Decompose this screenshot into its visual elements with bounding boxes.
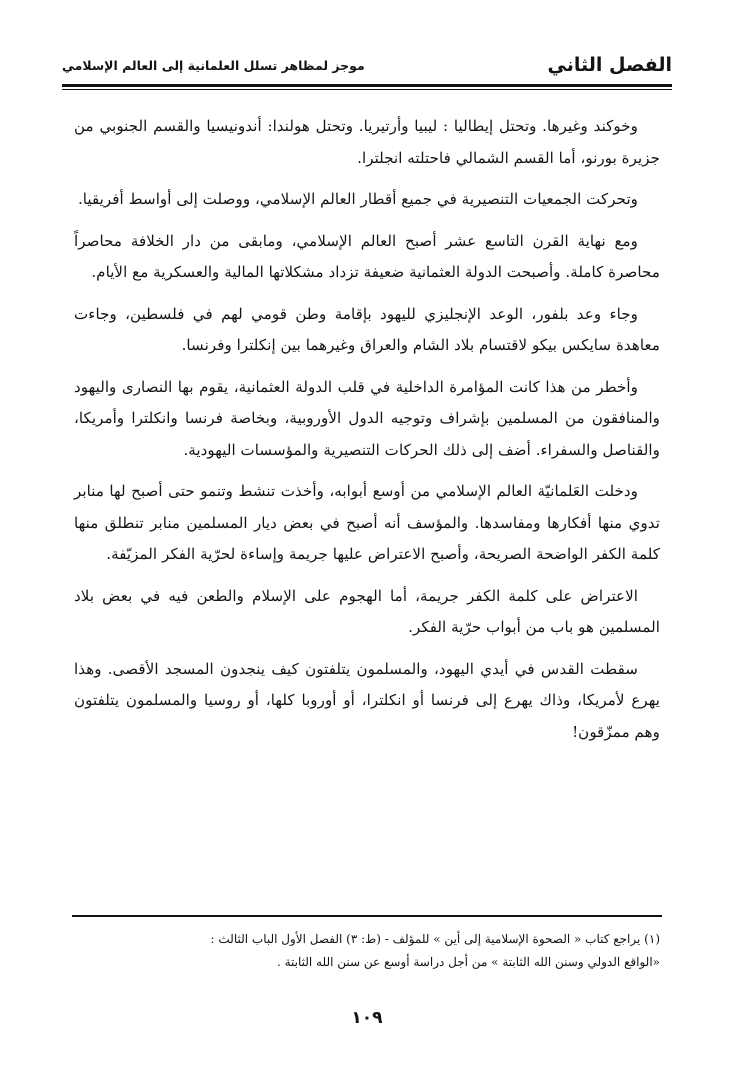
running-title: موجز لمظاهر تسلل العلمانية إلى العالم الإسلامي (62, 57, 365, 73)
footnote-line: (١) يراجع كتاب « الصحوة الإسلامية إلى أين » للمؤلف - (ط: ٣) الفصل الأول الباب الثالث : (210, 932, 660, 946)
chapter-title: الفصل الثاني (547, 54, 672, 76)
paragraph: وجاء وعد بلفور، الوعد الإنجليزي لليهود بإقامة وطن قومي لهم في فلسطين، وجاءت معاهدة سايكس بيكو لاقتسام بلاد الشام والعراق وغيرهما بين إنكلترا وفرنسا. (74, 304, 660, 354)
page-header (62, 46, 672, 84)
footnote-rule (72, 915, 662, 917)
paragraph: سقطت القدس في أيدي اليهود، والمسلمون يتلفتون كيف ينجدون المسجد الأقصى. وهذا يهرع لأمريكا، وذاك يهرع إلى فرنسا أو انكلترا، أو أوروبا كلها، أو روسيا والمسلمون يتلفتون وهم ممزّقون! (74, 659, 660, 741)
paragraph: وخوكند وغيرها. وتحتل إيطاليا : ليبيا وأرتيريا. وتحتل هولندا: أندونيسيا والقسم الجنوبي من جزيرة بورنو، أما القسم الشمالي فاحتلته انجلترا. (74, 117, 660, 167)
body-text (74, 111, 660, 758)
paragraph: ودخلت العَلمانيّة العالم الإسلامي من أوسع أبوابه، وأخذت تنشط وتنمو حتى أصبح لها منابر تدوي منها أفكارها ومفاسدها. والمؤسف أنه أصبح في بعض ديار المسلمين منابر تنطلق منها كلمة الكفر الواضحة الصريحة، وأصبح الاعتراض عليها جريمة وإساءة لحرّية الفكر المزيّفة. (74, 482, 660, 563)
paragraph: وأخطر من هذا كانت المؤامرة الداخلية في قلب الدولة العثمانية، يقوم بها النصارى واليهود والمنافقون من المسلمين بإشراف وتوجيه الدول الأوروبية، وبخاصة فرنسا وانكلترا وأمريكا، والقناصل والسفراء. أضف إلى ذلك الحركات التنصيرية والمؤسسات اليهودية. (74, 377, 660, 459)
footnote (74, 928, 660, 974)
header-rule-thin (62, 89, 672, 90)
page-number: ١٠٩ (351, 1008, 383, 1028)
paragraph: وتحركت الجمعيات التنصيرية في جميع أقطار العالم الإسلامي، ووصلت إلى أواسط أفريقيا. (77, 190, 638, 208)
header-rule (62, 84, 672, 87)
paragraph: ومع نهاية القرن التاسع عشر أصبح العالم الإسلامي، ومابقى من دار الخلافة محاصراً محاصرة كاملة. وأصبحت الدولة العثمانية ضعيفة تزداد مشكلاتها المالية والعسكرية مع الأيام. (74, 231, 660, 281)
footnote-line: «الواقع الدولي وسنن الله الثابتة » من أجل دراسة أوسع عن سنن الله الثابتة . (276, 955, 660, 969)
paragraph: الاعتراض على كلمة الكفر جريمة، أما الهجوم على الإسلام والطعن فيه في بعض بلاد المسلمين هو باب من أبواب حرّية الفكر. (74, 586, 660, 636)
